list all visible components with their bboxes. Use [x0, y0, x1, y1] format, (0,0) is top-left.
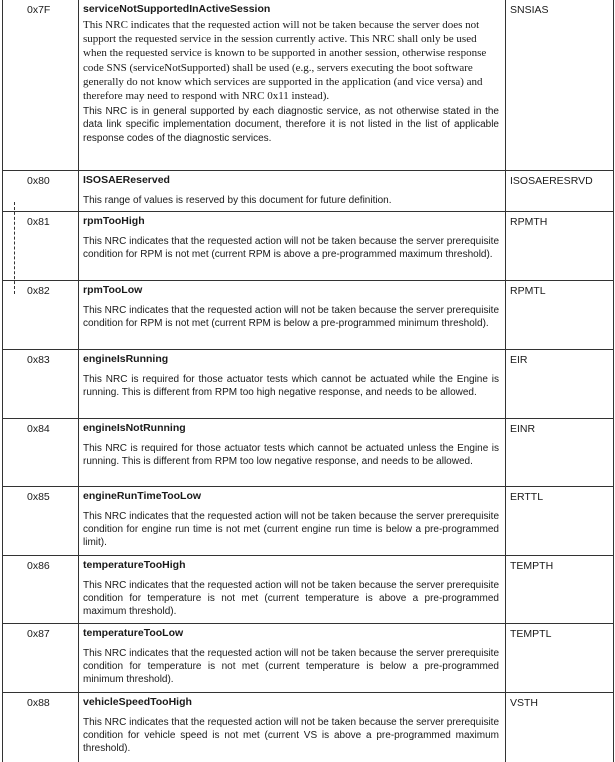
nrc-code: 0x86	[3, 555, 79, 623]
table-row	[3, 211, 614, 280]
nrc-name: rpmTooHigh	[83, 214, 145, 227]
table-row	[3, 349, 614, 418]
nrc-name: temperatureTooHigh	[83, 558, 186, 571]
nrc-description	[79, 692, 506, 762]
nrc-mnemonic: EIR	[506, 349, 614, 418]
table-row	[3, 418, 614, 486]
nrc-mnemonic: RPMTL	[506, 280, 614, 349]
nrc-mnemonic: TEMPTL	[506, 623, 614, 692]
table-row	[3, 170, 614, 211]
nrc-text: This range of values is reserved by this document for future definition.	[83, 194, 392, 206]
nrc-description	[79, 418, 506, 486]
nrc-description	[79, 555, 506, 623]
nrc-mnemonic: ISOSAERESRVD	[506, 170, 614, 211]
nrc-text: This NRC is required for those actuator tests which cannot be actuated while the Engine is running. This is different from RPM too high negative response, and needs to be allowed.	[83, 373, 499, 398]
nrc-name: engineIsRunning	[83, 352, 169, 365]
nrc-mnemonic: RPMTH	[506, 211, 614, 280]
nrc-description	[79, 0, 506, 170]
nrc-code: 0x87	[3, 623, 79, 692]
table-row	[3, 623, 614, 692]
nrc-mnemonic: EINR	[506, 418, 614, 486]
nrc-description	[79, 170, 506, 211]
nrc-name: rpmTooLow	[83, 283, 143, 296]
nrc-description	[79, 280, 506, 349]
nrc-name: engineIsNotRunning	[83, 421, 186, 434]
nrc-code: 0x83	[3, 349, 79, 418]
nrc-description	[79, 623, 506, 692]
nrc-code: 0x80	[3, 170, 79, 211]
nrc-name: engineRunTimeTooLow	[83, 489, 202, 502]
nrc-note: This NRC is in general supported by each diagnostic service, as not otherwise stated in the data link specific implementation document, therefore it is not listed in the list of applicable response codes of the diagnostic services.	[83, 106, 499, 144]
nrc-text: This NRC is required for those actuator tests which cannot be actuated unless the Engine is running. This is different from RPM too low negative response, and needs to be allowed.	[83, 442, 499, 467]
table-row	[3, 280, 614, 349]
table-row	[3, 555, 614, 623]
nrc-text: This NRC indicates that the requested action will not be taken because the server does not support the requested service in the session currently active. This NRC shall only be used when the requested service is known to be supported in another session, otherwise response code SNS (serviceNotSupported) shall be used (e.g., servers executing the boot software generally do not know which services are supported in the application (and vice versa) and therefore may need to respond with NRC 0x11 instead).	[83, 19, 487, 103]
nrc-text: This NRC indicates that the requested action will not be taken because the server prerequisite condition for temperature is not met (current temperature is above a pre-programmed maximum threshold).	[83, 579, 499, 617]
nrc-text: This NRC indicates that the requested action will not be taken because the server prerequisite condition for vehicle speed is not met (current VS is above a pre-programmed maximum threshold).	[83, 716, 499, 754]
nrc-text: This NRC indicates that the requested action will not be taken because the server prerequisite condition for temperature is not met (current temperature is below a pre-programmed minimum threshold).	[83, 647, 499, 685]
nrc-name: temperatureTooLow	[83, 626, 184, 639]
table-row	[3, 486, 614, 555]
nrc-name: vehicleSpeedTooHigh	[83, 695, 192, 708]
nrc-name: ISOSAEReserved	[83, 173, 170, 186]
nrc-name: serviceNotSupportedInActiveSession	[83, 3, 271, 15]
nrc-code: 0x82	[3, 280, 79, 349]
nrc-code: 0x81	[3, 211, 79, 280]
nrc-description	[79, 211, 506, 280]
nrc-table	[2, 0, 614, 762]
nrc-mnemonic: SNSIAS	[506, 0, 614, 170]
nrc-mnemonic: ERTTL	[506, 486, 614, 555]
nrc-text: This NRC indicates that the requested action will not be taken because the server prerequisite condition for engine run time is not met (current engine run time is below a pre-programmed limit).	[83, 510, 499, 548]
nrc-text: This NRC indicates that the requested action will not be taken because the server prerequisite condition for RPM is not met (current RPM is above a pre-programmed maximum threshold).	[83, 235, 499, 260]
nrc-mnemonic: VSTH	[506, 692, 614, 762]
nrc-text: This NRC indicates that the requested action will not be taken because the server prerequisite condition for RPM is not met (current RPM is below a pre-programmed minimum threshold).	[83, 304, 499, 329]
nrc-mnemonic: TEMPTH	[506, 555, 614, 623]
nrc-code: 0x7F	[3, 0, 79, 170]
nrc-code: 0x85	[3, 486, 79, 555]
nrc-description	[79, 486, 506, 555]
table-row	[3, 0, 614, 170]
nrc-code: 0x84	[3, 418, 79, 486]
nrc-code: 0x88	[3, 692, 79, 762]
table-row	[3, 692, 614, 762]
nrc-description	[79, 349, 506, 418]
